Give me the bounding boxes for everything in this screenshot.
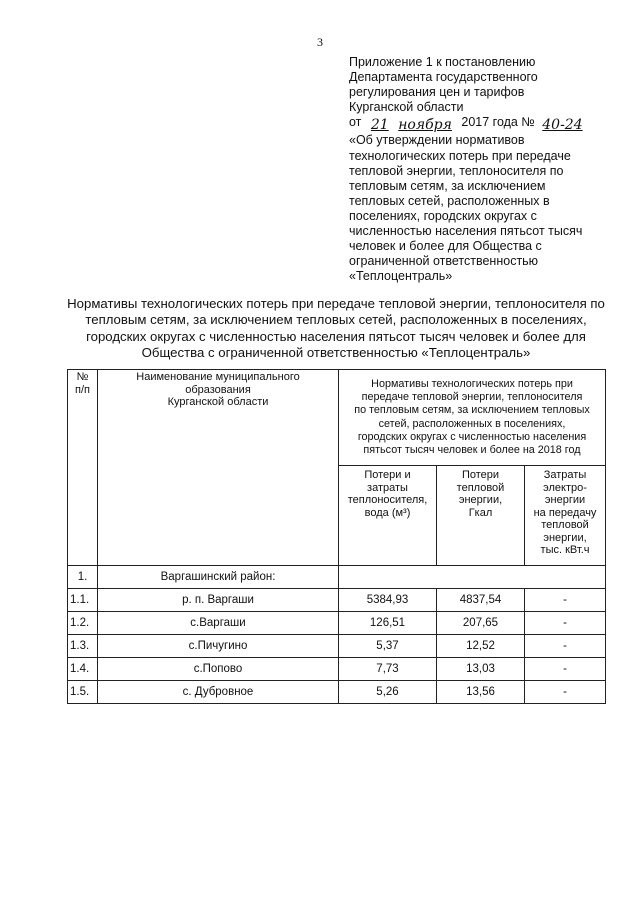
row-electricity: -: [525, 658, 606, 681]
district-num: 1.: [68, 566, 98, 589]
row-electricity: -: [525, 612, 606, 635]
header-sub-line: энергии,: [543, 531, 587, 544]
appendix-subject-line: «Об утверждении нормативов: [349, 133, 525, 148]
header-sub-line: тепловой: [541, 519, 589, 531]
appendix-line: Департамента государственного: [349, 70, 538, 85]
row-heat: 207,65: [437, 612, 525, 635]
header-num: [68, 370, 98, 566]
appendix-subject-line: «Теплоцентраль»: [349, 269, 453, 284]
table-row: [68, 589, 606, 612]
row-num: 1.3.: [68, 635, 98, 658]
header-sub-line: Затраты: [543, 469, 587, 481]
header-sub-line: энергии: [544, 494, 586, 506]
row-electricity: -: [525, 681, 606, 704]
table-row: [68, 635, 606, 658]
row-electricity: -: [525, 635, 606, 658]
header-electricity: [525, 466, 606, 566]
title-line: Нормативы технологических потерь при передаче тепловой энергии, теплоносителя по: [67, 296, 605, 311]
row-carrier: 7,73: [339, 658, 437, 681]
appendix-line: регулирования цен и тарифов: [349, 85, 525, 100]
handwritten-day: 21: [370, 117, 389, 134]
row-heat: 12,52: [437, 635, 525, 658]
header-group-line: городских округах с численностью населения: [357, 430, 587, 443]
row-name: с.Пичугино: [98, 635, 339, 658]
appendix-subject-line: тепловой энергии, теплоносителя по: [349, 163, 564, 178]
row-name: с.Варгаши: [98, 612, 339, 635]
header-sub-line: тепловой: [456, 481, 505, 494]
appendix-line: Приложение 1 к постановлению: [349, 55, 536, 69]
district-empty-cell: [339, 566, 606, 589]
row-electricity: -: [525, 589, 606, 612]
row-carrier: 5384,93: [339, 589, 437, 612]
row-num: 1.2.: [68, 612, 98, 635]
header-name-line: Наименование муниципального: [136, 371, 300, 383]
handwritten-decree-number: 40-24: [542, 117, 583, 134]
header-name-line: образования: [185, 383, 251, 396]
appendix-line: Курганской области: [349, 100, 464, 115]
header-sub-line: электро-: [543, 481, 587, 494]
header-sub-line: Гкал: [468, 506, 493, 519]
row-num: 1.1.: [68, 589, 98, 612]
row-name: с. Дубровное: [98, 681, 339, 704]
appendix-subject-line: тепловым сетям, за исключением: [349, 178, 546, 193]
header-group-line: сетей, расположенных в поселениях,: [378, 417, 566, 430]
header-name-line: Курганской области: [167, 396, 269, 408]
row-num: 1.4.: [68, 658, 98, 681]
header-sub-line: тыс. кВт.ч: [540, 544, 590, 556]
page-number: 3: [317, 35, 323, 49]
header-norms-group: [339, 370, 606, 466]
row-carrier: 126,51: [339, 612, 437, 635]
row-heat: 13,56: [437, 681, 525, 704]
row-carrier: 5,26: [339, 681, 437, 704]
district-name: Варгашинский район:: [98, 566, 339, 589]
table-row: [68, 658, 606, 681]
header-carrier-losses: [339, 466, 437, 566]
row-name: с.Попово: [98, 658, 339, 681]
header-sub-line: теплоносителя,: [347, 494, 428, 506]
table-row: [68, 612, 606, 635]
norms-table: [67, 369, 606, 704]
row-carrier: 5,37: [339, 635, 437, 658]
header-sub-line: Потери и: [364, 469, 411, 481]
title-line: тепловым сетям, за исключением тепловых сетей, расположенных в поселениях,: [85, 312, 587, 328]
table-row-district: [68, 566, 606, 589]
appendix-subject-line: тепловых сетей, расположенных в: [349, 193, 550, 208]
header-sub-line: энергии,: [458, 494, 503, 506]
appendix-subject-line: технологических потерь при передаче: [349, 148, 571, 163]
appendix-subject-line: численностью населения пятьсот тысяч: [349, 224, 583, 239]
title-line: городских округах с численностью населения пятьсот тысяч человек и более для: [86, 328, 586, 344]
header-group-line: пятьсот тысяч человек и более на 2018 год: [363, 444, 581, 457]
header-num-line: №: [76, 371, 89, 383]
date-prefix: от: [349, 115, 362, 130]
decree-date-line: [349, 115, 609, 133]
header-sub-line: затраты: [367, 481, 408, 494]
row-heat: 13,03: [437, 658, 525, 681]
header-heat-losses: [437, 466, 525, 566]
appendix-subject-line: поселениях, городских округах с: [349, 208, 537, 223]
header-group-line: передаче тепловой энергии, теплоносителя: [361, 391, 583, 404]
header-sub-line: на передачу: [533, 506, 597, 519]
document-title: [62, 296, 610, 362]
appendix-subject-line: ограниченной ответственностью: [349, 254, 539, 269]
appendix-subject-line: человек и более для Общества с: [349, 239, 542, 254]
table-row: [68, 681, 606, 704]
row-num: 1.5.: [68, 681, 98, 704]
header-municipality: [98, 370, 339, 566]
header-group-line: Нормативы технологических потерь при: [371, 378, 573, 390]
handwritten-month: ноября: [398, 117, 452, 134]
appendix-block: [349, 55, 609, 284]
title-line: Общества с ограниченной ответственностью «Теплоцентраль»: [141, 345, 531, 361]
header-num-line: п/п: [75, 384, 90, 396]
header-group-line: по тепловым сетям, за исключением тепловых: [354, 404, 590, 417]
date-year: 2017 года №: [461, 115, 535, 130]
row-name: р. п. Варгаши: [98, 589, 339, 612]
header-sub-line: вода (м³): [364, 506, 411, 519]
row-heat: 4837,54: [437, 589, 525, 612]
header-sub-line: Потери: [461, 469, 500, 481]
